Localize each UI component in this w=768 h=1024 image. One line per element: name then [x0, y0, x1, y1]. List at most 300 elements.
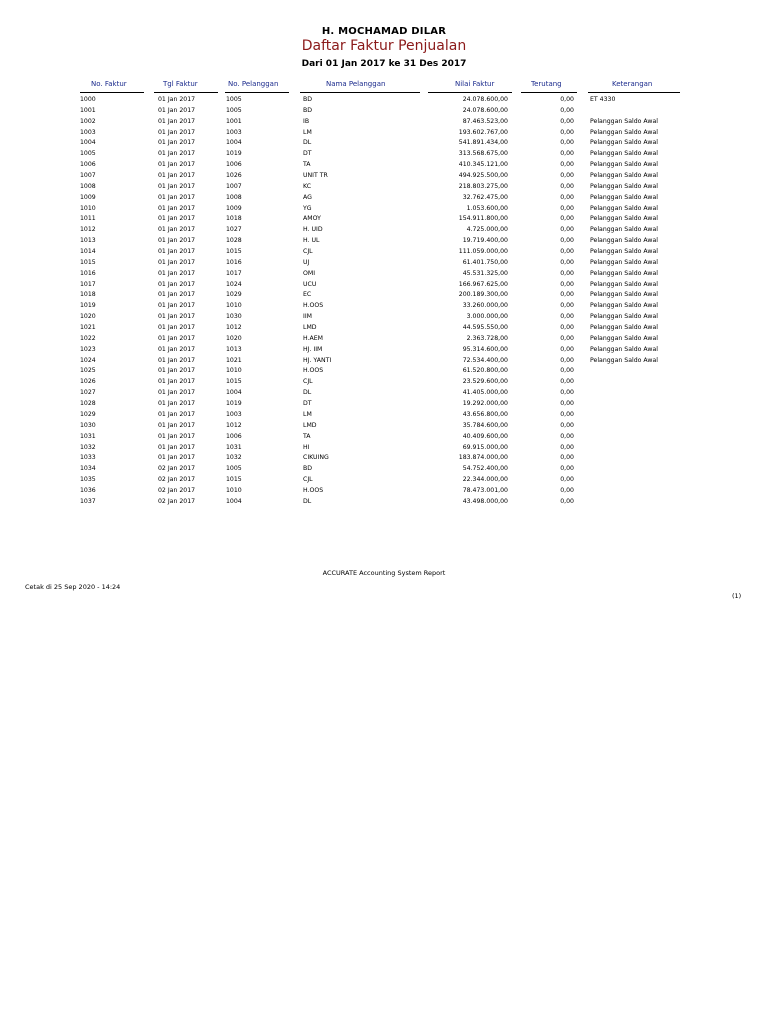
- no-faktur-cell: 1009: [80, 193, 96, 201]
- nilai-faktur-cell: 24.078.600,00: [462, 106, 508, 114]
- keterangan-cell: Pelanggan Saldo Awal: [590, 345, 658, 353]
- terutang-cell: 0,00: [560, 280, 574, 288]
- nilai-faktur-cell: 78.473.001,00: [462, 486, 508, 494]
- no-faktur-cell: 1033: [80, 454, 96, 462]
- no-faktur-cell: 1011: [80, 215, 96, 223]
- no-pelanggan-cell: 1031: [226, 443, 242, 451]
- nilai-faktur-cell: 33.260.000,00: [462, 302, 508, 310]
- terutang-cell: 0,00: [560, 313, 574, 321]
- header-underline: [80, 92, 144, 93]
- terutang-cell: 0,00: [560, 182, 574, 190]
- nilai-faktur-cell: 24.078.600,00: [462, 96, 508, 103]
- nilai-faktur-cell: 3.000.000,00: [466, 313, 508, 321]
- nama-pelanggan-cell: BD: [303, 106, 313, 114]
- no-pelanggan-cell: 1015: [226, 378, 242, 386]
- no-pelanggan-cell: 1010: [226, 367, 242, 375]
- tgl-faktur-cell: 01 Jan 2017: [158, 356, 196, 364]
- table-row: [0, 486, 768, 497]
- terutang-cell: 0,00: [560, 465, 574, 473]
- col-terutang: Terutang: [531, 80, 562, 88]
- no-pelanggan-cell: 1008: [226, 193, 242, 201]
- tgl-faktur-cell: 01 Jan 2017: [158, 302, 196, 310]
- no-faktur-cell: 1036: [80, 486, 96, 494]
- nama-pelanggan-cell: TA: [303, 432, 311, 440]
- tgl-faktur-cell: 02 Jan 2017: [158, 465, 196, 473]
- table-row: [0, 225, 768, 236]
- report-title: Daftar Faktur Penjualan: [301, 38, 467, 54]
- no-pelanggan-cell: 1010: [226, 302, 242, 310]
- nama-pelanggan-cell: LMD: [303, 324, 317, 332]
- no-faktur-cell: 1016: [80, 269, 96, 277]
- nilai-faktur-cell: 61.520.800,00: [462, 367, 508, 375]
- no-faktur-cell: 1018: [80, 291, 96, 299]
- no-pelanggan-cell: 1029: [226, 291, 242, 299]
- no-pelanggan-cell: 1007: [226, 182, 242, 190]
- table-row: [0, 204, 768, 215]
- no-faktur-cell: 1032: [80, 443, 96, 451]
- tgl-faktur-cell: 01 Jan 2017: [158, 96, 196, 103]
- no-pelanggan-cell: 1005: [226, 465, 242, 473]
- keterangan-cell: Pelanggan Saldo Awal: [590, 248, 658, 256]
- table-row: [0, 128, 768, 139]
- nama-pelanggan-cell: UJ: [303, 258, 310, 266]
- header-underline: [225, 92, 289, 93]
- no-faktur-cell: 1035: [80, 476, 96, 484]
- nilai-faktur-cell: 313.568.675,00: [458, 150, 508, 158]
- table-row: [0, 149, 768, 160]
- no-pelanggan-cell: 1026: [226, 172, 242, 180]
- keterangan-cell: Pelanggan Saldo Awal: [590, 128, 658, 136]
- no-pelanggan-cell: 1005: [226, 96, 242, 103]
- nilai-faktur-cell: 193.602.767,00: [458, 128, 508, 136]
- col-nama-pelanggan: Nama Pelanggan: [326, 80, 386, 88]
- no-faktur-cell: 1031: [80, 432, 96, 440]
- nama-pelanggan-cell: AMOY: [303, 215, 321, 223]
- table-row: [0, 214, 768, 225]
- tgl-faktur-cell: 01 Jan 2017: [158, 291, 196, 299]
- no-faktur-cell: 1008: [80, 182, 96, 190]
- table-row: [0, 443, 768, 454]
- keterangan-cell: Pelanggan Saldo Awal: [590, 302, 658, 310]
- no-faktur-cell: 1025: [80, 367, 96, 375]
- no-faktur-cell: 1017: [80, 280, 96, 288]
- nama-pelanggan-cell: H.OOS: [303, 486, 324, 494]
- nilai-faktur-cell: 72.534.400,00: [462, 356, 508, 364]
- terutang-cell: 0,00: [560, 334, 574, 342]
- nilai-faktur-cell: 40.409.600,00: [462, 432, 508, 440]
- keterangan-cell: Pelanggan Saldo Awal: [590, 226, 658, 234]
- no-pelanggan-cell: 1028: [226, 237, 242, 245]
- nilai-faktur-cell: 95.314.600,00: [462, 345, 508, 353]
- tgl-faktur-cell: 01 Jan 2017: [158, 378, 196, 386]
- nilai-faktur-cell: 54.752.400,00: [462, 465, 508, 473]
- company-name: H. MOCHAMAD DILAR: [321, 26, 447, 37]
- nama-pelanggan-cell: HJ. IIM: [303, 345, 323, 353]
- terutang-cell: 0,00: [560, 324, 574, 332]
- nilai-faktur-cell: 541.891.434,00: [458, 139, 508, 147]
- terutang-cell: 0,00: [560, 226, 574, 234]
- nilai-faktur-cell: 166.967.625,00: [458, 280, 508, 288]
- nilai-faktur-cell: 154.911.800,00: [458, 215, 508, 223]
- keterangan-cell: Pelanggan Saldo Awal: [590, 204, 658, 212]
- col-keterangan: Keterangan: [612, 80, 653, 88]
- report-system-label: ACCURATE Accounting System Report: [322, 569, 446, 577]
- terutang-cell: 0,00: [560, 443, 574, 451]
- invoice-table-body: [0, 95, 768, 508]
- no-pelanggan-cell: 1004: [226, 139, 242, 147]
- nama-pelanggan-cell: LM: [303, 128, 312, 136]
- nilai-faktur-cell: 494.925.500,00: [458, 172, 508, 180]
- nilai-faktur-cell: 43.656.800,00: [462, 410, 508, 418]
- tgl-faktur-cell: 01 Jan 2017: [158, 106, 196, 114]
- tgl-faktur-cell: 01 Jan 2017: [158, 454, 196, 462]
- nama-pelanggan-cell: HI: [303, 443, 310, 451]
- tgl-faktur-cell: 01 Jan 2017: [158, 258, 196, 266]
- nama-pelanggan-cell: LMD: [303, 421, 317, 429]
- page-number: (1): [732, 592, 742, 600]
- nama-pelanggan-cell: YG: [303, 204, 312, 212]
- terutang-cell: 0,00: [560, 96, 574, 103]
- table-row: [0, 95, 768, 106]
- table-row: [0, 193, 768, 204]
- table-row: [0, 366, 768, 377]
- nilai-faktur-cell: 200.189.300,00: [458, 291, 508, 299]
- tgl-faktur-cell: 01 Jan 2017: [158, 443, 196, 451]
- table-row: [0, 269, 768, 280]
- header-underline: [521, 92, 577, 93]
- no-faktur-cell: 1037: [80, 497, 96, 505]
- nama-pelanggan-cell: HJ. YANTI: [303, 356, 332, 364]
- table-row: [0, 377, 768, 388]
- terutang-cell: 0,00: [560, 389, 574, 397]
- nilai-faktur-cell: 44.595.550,00: [462, 324, 508, 332]
- no-pelanggan-cell: 1020: [226, 334, 242, 342]
- no-pelanggan-cell: 1024: [226, 280, 242, 288]
- tgl-faktur-cell: 01 Jan 2017: [158, 313, 196, 321]
- keterangan-cell: Pelanggan Saldo Awal: [590, 117, 658, 125]
- table-row: [0, 410, 768, 421]
- terutang-cell: 0,00: [560, 291, 574, 299]
- table-row: [0, 388, 768, 399]
- keterangan-cell: Pelanggan Saldo Awal: [590, 291, 658, 299]
- keterangan-cell: Pelanggan Saldo Awal: [590, 334, 658, 342]
- keterangan-cell: Pelanggan Saldo Awal: [590, 193, 658, 201]
- keterangan-cell: Pelanggan Saldo Awal: [590, 280, 658, 288]
- nama-pelanggan-cell: TA: [303, 161, 311, 169]
- terutang-cell: 0,00: [560, 269, 574, 277]
- tgl-faktur-cell: 01 Jan 2017: [158, 389, 196, 397]
- terutang-cell: 0,00: [560, 204, 574, 212]
- tgl-faktur-cell: 01 Jan 2017: [158, 421, 196, 429]
- header-underline: [300, 92, 420, 93]
- no-pelanggan-cell: 1013: [226, 345, 242, 353]
- tgl-faktur-cell: 01 Jan 2017: [158, 334, 196, 342]
- no-faktur-cell: 1014: [80, 248, 96, 256]
- terutang-cell: 0,00: [560, 378, 574, 386]
- no-faktur-cell: 1028: [80, 400, 96, 408]
- report-period: Dari 01 Jan 2017 ke 31 Des 2017: [301, 59, 467, 69]
- tgl-faktur-cell: 01 Jan 2017: [158, 410, 196, 418]
- terutang-cell: 0,00: [560, 356, 574, 364]
- tgl-faktur-cell: 01 Jan 2017: [158, 226, 196, 234]
- no-faktur-cell: 1012: [80, 226, 96, 234]
- no-faktur-cell: 1007: [80, 172, 96, 180]
- no-faktur-cell: 1022: [80, 334, 96, 342]
- nilai-faktur-cell: 61.401.750,00: [462, 258, 508, 266]
- nama-pelanggan-cell: H. UL: [303, 237, 320, 245]
- tgl-faktur-cell: 01 Jan 2017: [158, 237, 196, 245]
- header-underline: [588, 92, 680, 93]
- keterangan-cell: Pelanggan Saldo Awal: [590, 356, 658, 364]
- table-row: [0, 138, 768, 149]
- no-faktur-cell: 1005: [80, 150, 96, 158]
- no-pelanggan-cell: 1012: [226, 324, 242, 332]
- no-faktur-cell: 1001: [80, 106, 96, 114]
- terutang-cell: 0,00: [560, 497, 574, 505]
- no-faktur-cell: 1034: [80, 465, 96, 473]
- table-row: [0, 171, 768, 182]
- tgl-faktur-cell: 01 Jan 2017: [158, 117, 196, 125]
- no-faktur-cell: 1003: [80, 128, 96, 136]
- nama-pelanggan-cell: UCU: [303, 280, 317, 288]
- table-row: [0, 323, 768, 334]
- keterangan-cell: Pelanggan Saldo Awal: [590, 313, 658, 321]
- col-no-faktur: No. Faktur: [91, 80, 127, 88]
- nilai-faktur-cell: 19.292.000,00: [462, 400, 508, 408]
- nama-pelanggan-cell: H. UID: [303, 226, 323, 234]
- no-pelanggan-cell: 1019: [226, 150, 242, 158]
- header-underline: [428, 92, 512, 93]
- terutang-cell: 0,00: [560, 367, 574, 375]
- no-pelanggan-cell: 1004: [226, 497, 242, 505]
- no-pelanggan-cell: 1015: [226, 476, 242, 484]
- tgl-faktur-cell: 02 Jan 2017: [158, 476, 196, 484]
- table-row: [0, 258, 768, 269]
- table-row: [0, 399, 768, 410]
- nilai-faktur-cell: 183.874.000,00: [458, 454, 508, 462]
- no-pelanggan-cell: 1019: [226, 400, 242, 408]
- tgl-faktur-cell: 01 Jan 2017: [158, 345, 196, 353]
- table-row: [0, 247, 768, 258]
- table-row: [0, 421, 768, 432]
- col-no-pelanggan: No. Pelanggan: [228, 80, 279, 88]
- tgl-faktur-cell: 02 Jan 2017: [158, 486, 196, 494]
- no-faktur-cell: 1020: [80, 313, 96, 321]
- keterangan-cell: Pelanggan Saldo Awal: [590, 258, 658, 266]
- keterangan-cell: Pelanggan Saldo Awal: [590, 150, 658, 158]
- keterangan-cell: Pelanggan Saldo Awal: [590, 269, 658, 277]
- no-pelanggan-cell: 1006: [226, 432, 242, 440]
- terutang-cell: 0,00: [560, 139, 574, 147]
- no-faktur-cell: 1000: [80, 96, 96, 103]
- terutang-cell: 0,00: [560, 400, 574, 408]
- terutang-cell: 0,00: [560, 172, 574, 180]
- no-pelanggan-cell: 1010: [226, 486, 242, 494]
- tgl-faktur-cell: 01 Jan 2017: [158, 139, 196, 147]
- tgl-faktur-cell: 02 Jan 2017: [158, 497, 196, 505]
- no-pelanggan-cell: 1009: [226, 204, 242, 212]
- nilai-faktur-cell: 218.803.275,00: [458, 182, 508, 190]
- no-faktur-cell: 1013: [80, 237, 96, 245]
- table-row: [0, 182, 768, 193]
- no-pelanggan-cell: 1018: [226, 215, 242, 223]
- keterangan-cell: Pelanggan Saldo Awal: [590, 237, 658, 245]
- nilai-faktur-cell: 23.529.600,00: [462, 378, 508, 386]
- no-pelanggan-cell: 1015: [226, 248, 242, 256]
- table-row: [0, 160, 768, 171]
- terutang-cell: 0,00: [560, 421, 574, 429]
- no-pelanggan-cell: 1012: [226, 421, 242, 429]
- no-faktur-cell: 1004: [80, 139, 96, 147]
- table-row: [0, 475, 768, 486]
- nama-pelanggan-cell: OMI: [303, 269, 316, 277]
- nama-pelanggan-cell: LM: [303, 410, 312, 418]
- tgl-faktur-cell: 01 Jan 2017: [158, 150, 196, 158]
- no-faktur-cell: 1021: [80, 324, 96, 332]
- print-timestamp: Cetak di 25 Sep 2020 - 14:24: [25, 583, 121, 591]
- nama-pelanggan-cell: IB: [303, 117, 310, 125]
- nilai-faktur-cell: 32.762.475,00: [462, 193, 508, 201]
- table-row: [0, 117, 768, 128]
- table-row: [0, 290, 768, 301]
- no-faktur-cell: 1029: [80, 410, 96, 418]
- nama-pelanggan-cell: BD: [303, 465, 313, 473]
- nilai-faktur-cell: 87.463.523,00: [462, 117, 508, 125]
- no-faktur-cell: 1006: [80, 161, 96, 169]
- terutang-cell: 0,00: [560, 117, 574, 125]
- tgl-faktur-cell: 01 Jan 2017: [158, 400, 196, 408]
- terutang-cell: 0,00: [560, 150, 574, 158]
- no-pelanggan-cell: 1016: [226, 258, 242, 266]
- no-faktur-cell: 1023: [80, 345, 96, 353]
- no-pelanggan-cell: 1001: [226, 117, 242, 125]
- terutang-cell: 0,00: [560, 345, 574, 353]
- nama-pelanggan-cell: EC: [303, 291, 312, 299]
- table-row: [0, 301, 768, 312]
- terutang-cell: 0,00: [560, 128, 574, 136]
- table-row: [0, 312, 768, 323]
- keterangan-cell: ET 4330: [590, 96, 616, 103]
- no-faktur-cell: 1030: [80, 421, 96, 429]
- nilai-faktur-cell: 111.059.000,00: [458, 248, 508, 256]
- no-faktur-cell: 1010: [80, 204, 96, 212]
- no-faktur-cell: 1015: [80, 258, 96, 266]
- nama-pelanggan-cell: H.OOS: [303, 302, 324, 310]
- no-faktur-cell: 1019: [80, 302, 96, 310]
- nama-pelanggan-cell: CJL: [303, 248, 313, 256]
- no-pelanggan-cell: 1032: [226, 454, 242, 462]
- nama-pelanggan-cell: DL: [303, 497, 312, 505]
- keterangan-cell: Pelanggan Saldo Awal: [590, 324, 658, 332]
- table-row: [0, 280, 768, 291]
- tgl-faktur-cell: 01 Jan 2017: [158, 280, 196, 288]
- table-row: [0, 464, 768, 475]
- nama-pelanggan-cell: H.OOS: [303, 367, 324, 375]
- nama-pelanggan-cell: CJL: [303, 378, 313, 386]
- terutang-cell: 0,00: [560, 410, 574, 418]
- terutang-cell: 0,00: [560, 193, 574, 201]
- no-pelanggan-cell: 1017: [226, 269, 242, 277]
- keterangan-cell: Pelanggan Saldo Awal: [590, 172, 658, 180]
- table-row: [0, 106, 768, 117]
- nilai-faktur-cell: 19.719.400,00: [462, 237, 508, 245]
- tgl-faktur-cell: 01 Jan 2017: [158, 204, 196, 212]
- nilai-faktur-cell: 1.053.600,00: [466, 204, 508, 212]
- nama-pelanggan-cell: BD: [303, 96, 313, 103]
- nama-pelanggan-cell: AG: [303, 193, 312, 201]
- nilai-faktur-cell: 41.405.000,00: [462, 389, 508, 397]
- tgl-faktur-cell: 01 Jan 2017: [158, 432, 196, 440]
- nama-pelanggan-cell: CIKUING: [303, 454, 329, 462]
- table-row: [0, 356, 768, 367]
- tgl-faktur-cell: 01 Jan 2017: [158, 193, 196, 201]
- nilai-faktur-cell: 35.784.600,00: [462, 421, 508, 429]
- keterangan-cell: Pelanggan Saldo Awal: [590, 161, 658, 169]
- no-faktur-cell: 1002: [80, 117, 96, 125]
- no-faktur-cell: 1024: [80, 356, 96, 364]
- col-tgl-faktur: Tgl Faktur: [163, 80, 198, 88]
- terutang-cell: 0,00: [560, 237, 574, 245]
- nama-pelanggan-cell: DL: [303, 389, 312, 397]
- nilai-faktur-cell: 43.498.000,00: [462, 497, 508, 505]
- nilai-faktur-cell: 45.531.325,00: [462, 269, 508, 277]
- table-row: [0, 432, 768, 443]
- table-row: [0, 497, 768, 508]
- table-row: [0, 334, 768, 345]
- nilai-faktur-cell: 2.363.728,00: [466, 334, 508, 342]
- nilai-faktur-cell: 22.344.000,00: [462, 476, 508, 484]
- no-pelanggan-cell: 1021: [226, 356, 242, 364]
- keterangan-cell: Pelanggan Saldo Awal: [590, 182, 658, 190]
- no-pelanggan-cell: 1027: [226, 226, 242, 234]
- tgl-faktur-cell: 01 Jan 2017: [158, 248, 196, 256]
- no-pelanggan-cell: 1006: [226, 161, 242, 169]
- tgl-faktur-cell: 01 Jan 2017: [158, 324, 196, 332]
- nama-pelanggan-cell: KC: [303, 182, 312, 190]
- tgl-faktur-cell: 01 Jan 2017: [158, 367, 196, 375]
- no-faktur-cell: 1027: [80, 389, 96, 397]
- nama-pelanggan-cell: DT: [303, 150, 312, 158]
- terutang-cell: 0,00: [560, 215, 574, 223]
- no-pelanggan-cell: 1030: [226, 313, 242, 321]
- nama-pelanggan-cell: CJL: [303, 476, 313, 484]
- terutang-cell: 0,00: [560, 106, 574, 114]
- header-underline: [154, 92, 218, 93]
- tgl-faktur-cell: 01 Jan 2017: [158, 128, 196, 136]
- tgl-faktur-cell: 01 Jan 2017: [158, 182, 196, 190]
- nama-pelanggan-cell: IIM: [303, 313, 312, 321]
- table-row: [0, 236, 768, 247]
- no-pelanggan-cell: 1005: [226, 106, 242, 114]
- terutang-cell: 0,00: [560, 476, 574, 484]
- tgl-faktur-cell: 01 Jan 2017: [158, 161, 196, 169]
- terutang-cell: 0,00: [560, 486, 574, 494]
- keterangan-cell: Pelanggan Saldo Awal: [590, 139, 658, 147]
- no-pelanggan-cell: 1004: [226, 389, 242, 397]
- tgl-faktur-cell: 01 Jan 2017: [158, 269, 196, 277]
- no-pelanggan-cell: 1003: [226, 128, 242, 136]
- keterangan-cell: Pelanggan Saldo Awal: [590, 215, 658, 223]
- terutang-cell: 0,00: [560, 432, 574, 440]
- no-faktur-cell: 1026: [80, 378, 96, 386]
- table-row: [0, 345, 768, 356]
- tgl-faktur-cell: 01 Jan 2017: [158, 172, 196, 180]
- tgl-faktur-cell: 01 Jan 2017: [158, 215, 196, 223]
- nama-pelanggan-cell: H.AEM: [303, 334, 323, 342]
- terutang-cell: 0,00: [560, 258, 574, 266]
- nilai-faktur-cell: 4.725.000,00: [466, 226, 508, 234]
- table-row: [0, 453, 768, 464]
